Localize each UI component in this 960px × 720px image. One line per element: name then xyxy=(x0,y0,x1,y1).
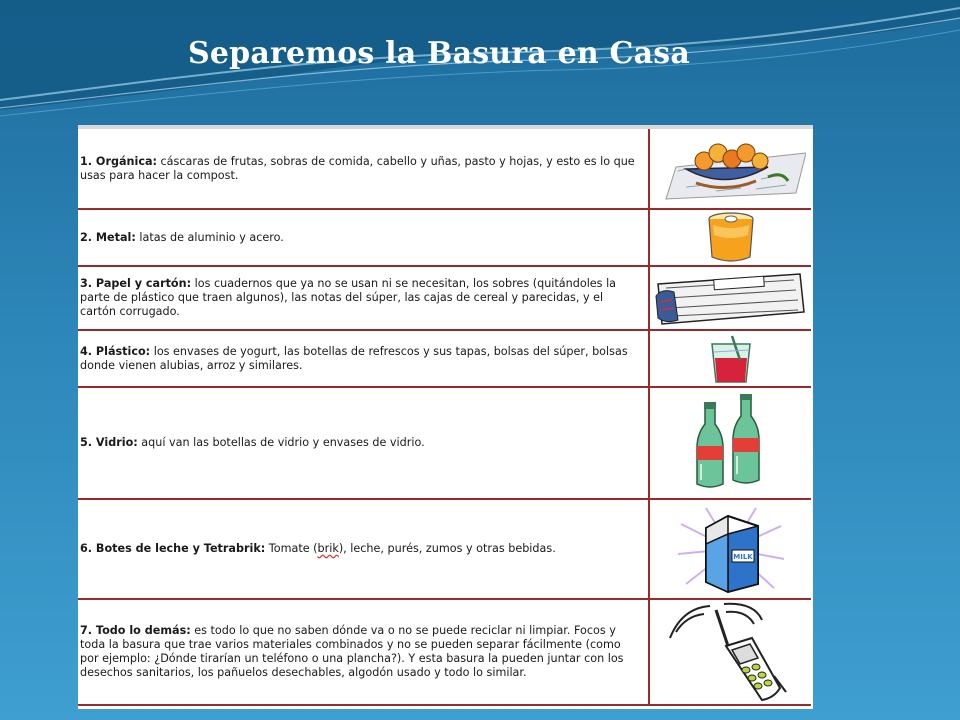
table-row xyxy=(78,499,811,599)
row-category: 1. Orgánica: xyxy=(80,154,157,168)
table-row xyxy=(78,209,811,266)
row-description: cáscaras de frutas, sobras de comida, cabello y uñas, pasto y hojas, y esto es lo que usas para hacer la compost. xyxy=(80,154,635,182)
table-row xyxy=(78,387,811,499)
can-icon xyxy=(701,211,761,265)
row-text xyxy=(80,436,642,450)
row-description: los envases de yogurt, las botellas de refrescos y sus tapas, bolsas del súper, bolsas donde vienen alubias, arroz y similares. xyxy=(80,344,628,372)
row-description: latas de aluminio y acero. xyxy=(135,230,284,244)
row-description-after: ), leche, purés, zumos y otras bebidas. xyxy=(338,542,556,555)
row-description: los cuadernos que ya no se usan ni se necesitan, los sobres (quitándoles la parte de plástico que traen algunos), las notas del súper, las cajas de cereal y parecidas, y el cartón corrugado. xyxy=(80,277,617,318)
slide-title: Separemos la Basura en Casa xyxy=(188,36,690,71)
row-text xyxy=(80,345,642,373)
newspaper-icon xyxy=(654,268,808,328)
row-text xyxy=(80,155,642,183)
table-row xyxy=(78,330,811,387)
row-text xyxy=(80,231,642,245)
row-text xyxy=(80,542,642,556)
table-row xyxy=(78,599,811,705)
row-category: 4. Plástico: xyxy=(80,344,151,358)
table-row xyxy=(78,129,811,209)
row-category: 6. Botes de leche y Tetrabrik: xyxy=(80,542,266,555)
row-text xyxy=(80,277,642,319)
glass-bottles-icon xyxy=(691,394,771,492)
row-description: es todo lo que no saben dónde va o no se puede reciclar ni limpiar. Focos y toda la basura que trae varios materiales combinados y no se pueden separar fácilmente (como por ejemplo: ¿Dónde tirarían un teléfono o una plancha?). Y esta basura la pueden juntar con los desechos sanitarios, los pañuelos desechables, algodón usado y todo lo similar. xyxy=(80,624,624,679)
table-row xyxy=(78,266,811,330)
row-category: 7. Todo lo demás: xyxy=(80,624,191,637)
plastic-cup-icon xyxy=(704,332,758,386)
waste-table xyxy=(78,125,813,709)
row-description: aquí van las botellas de vidrio y envases de vidrio. xyxy=(137,436,425,449)
row-text xyxy=(80,624,642,680)
fruit-bowl-icon xyxy=(656,133,806,205)
row-category: 5. Vidrio: xyxy=(80,436,138,449)
milk-carton-icon xyxy=(676,504,786,594)
row-description-before: Tomate ( xyxy=(265,542,318,555)
row-category: 3. Papel y cartón: xyxy=(80,277,192,290)
milk-label: MILK xyxy=(732,553,753,561)
phone-icon xyxy=(656,602,806,702)
row-description-marked: brik xyxy=(317,542,339,555)
row-category: 2. Metal: xyxy=(80,230,136,244)
